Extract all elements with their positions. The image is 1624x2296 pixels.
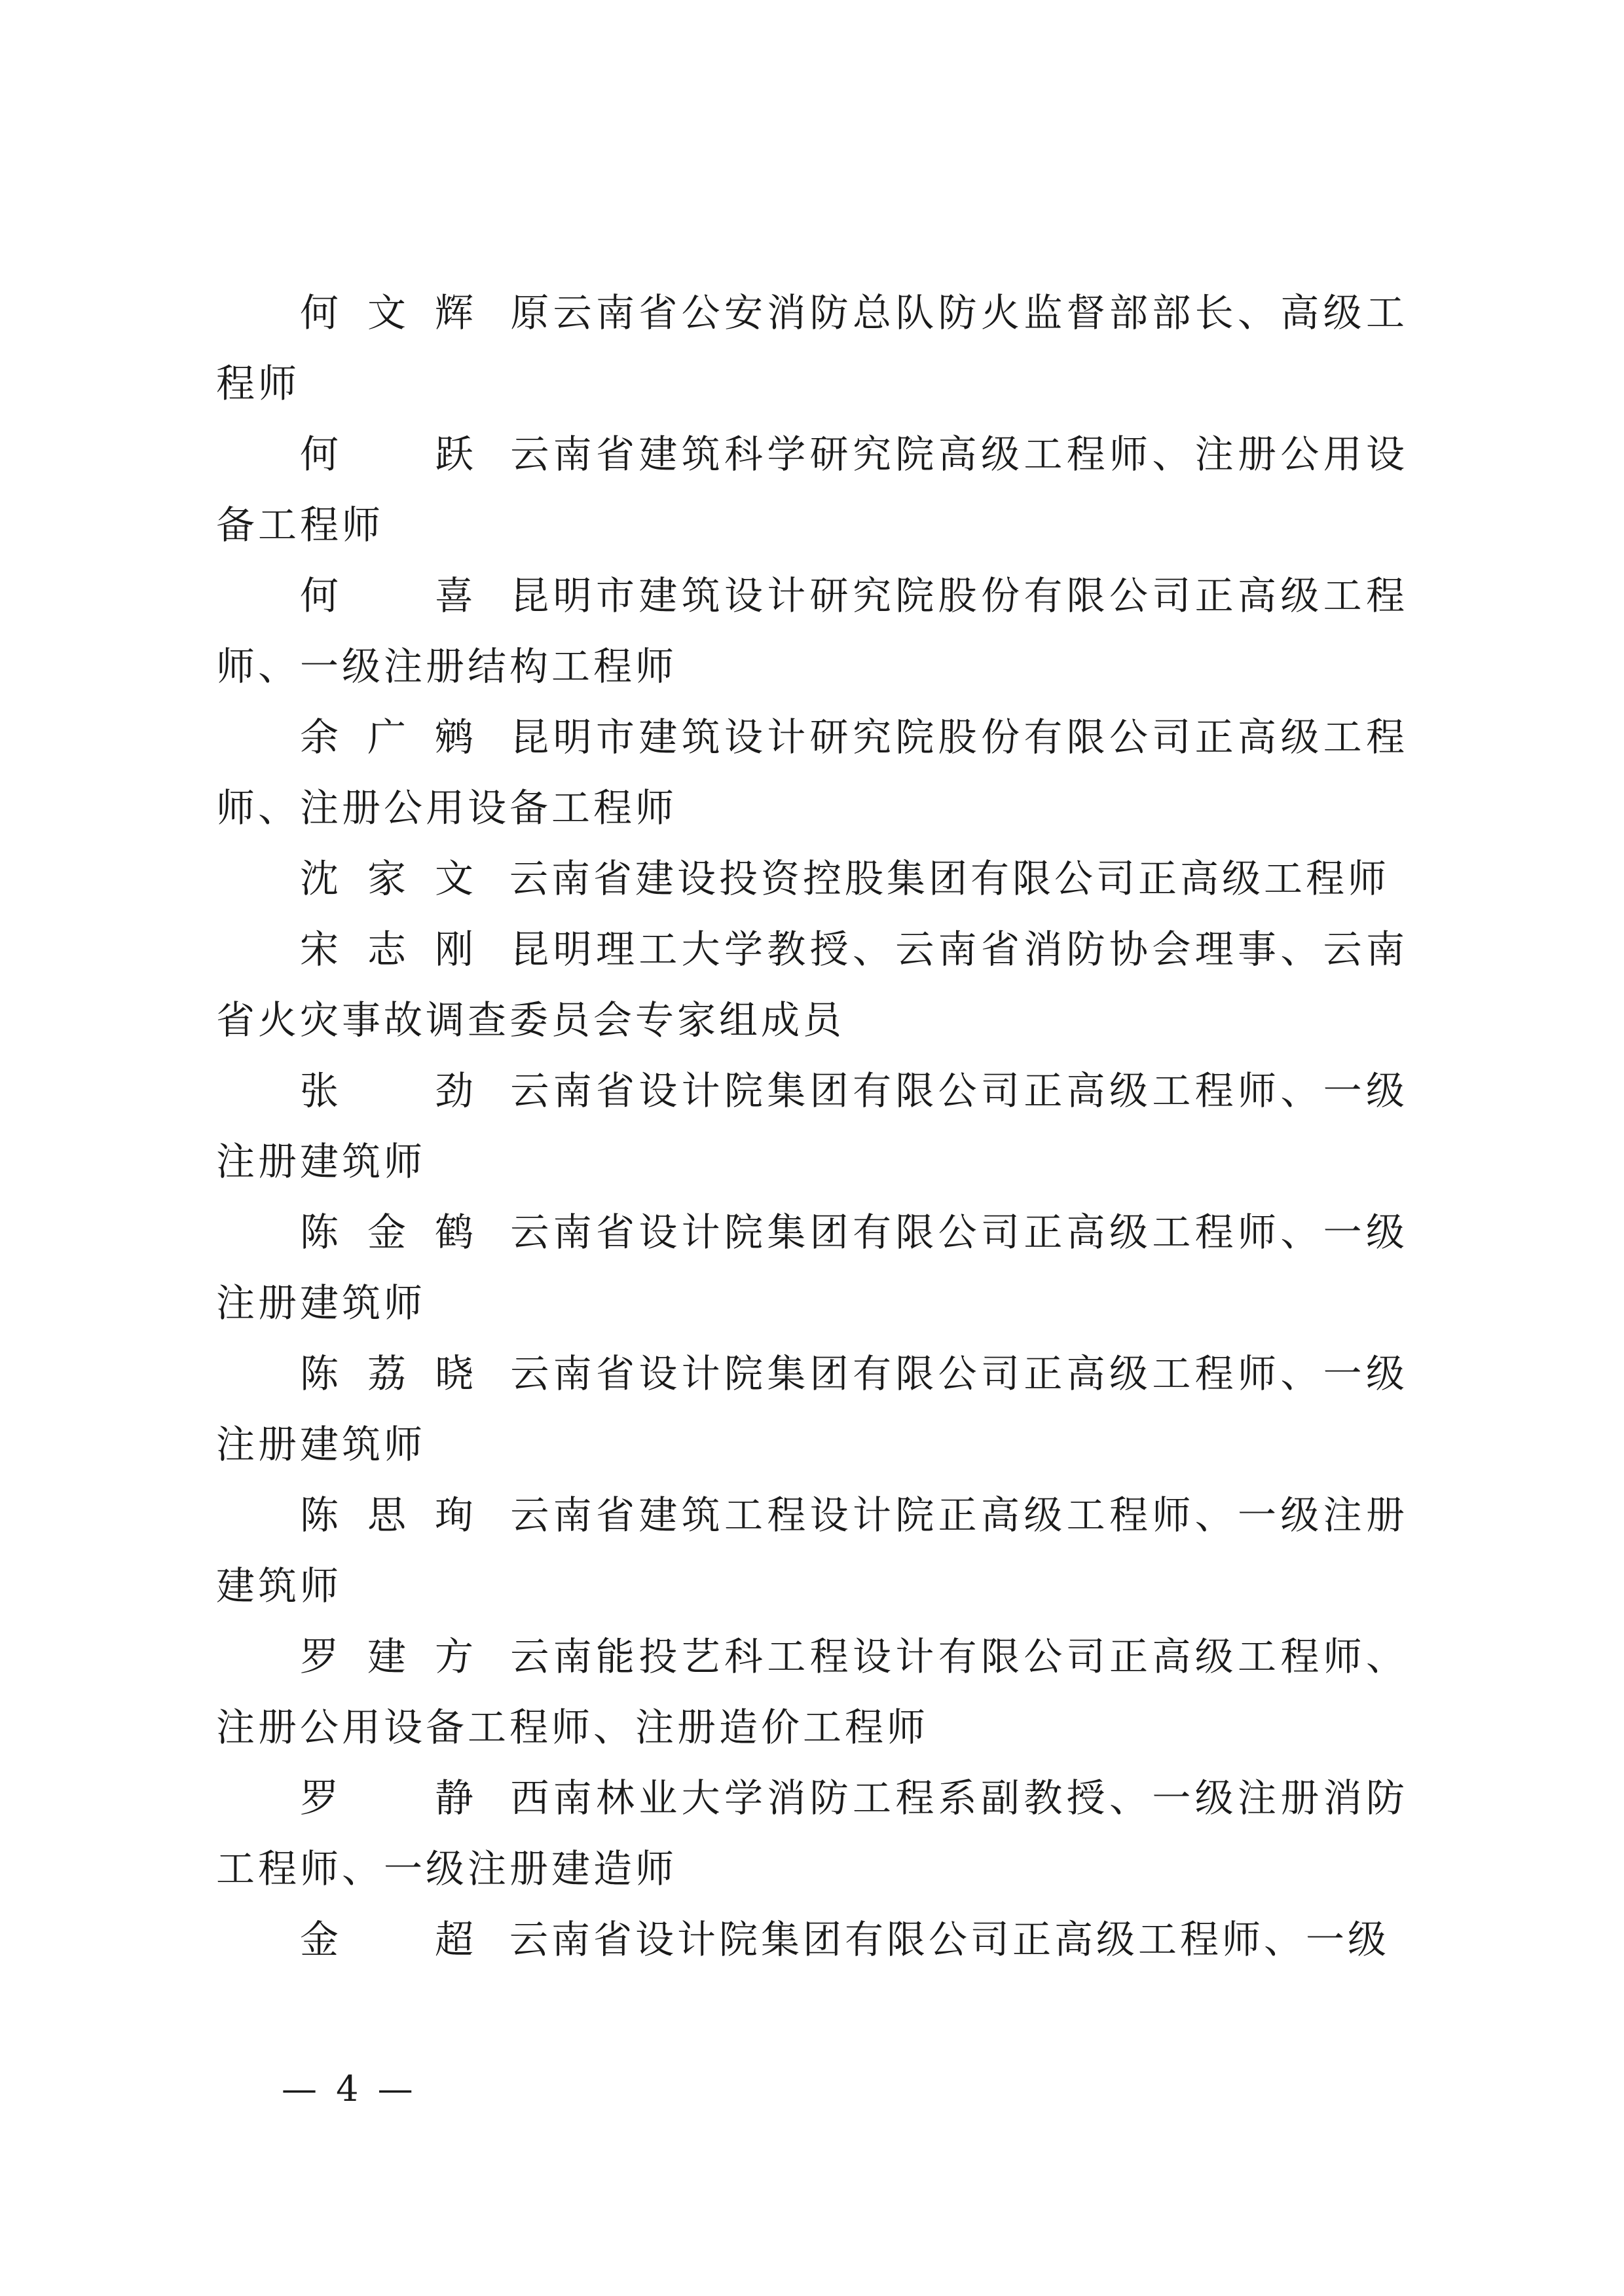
expert-name: 沈家文	[300, 856, 477, 901]
expert-name: 宋志刚	[300, 927, 477, 972]
expert-name: 何 喜	[300, 573, 477, 618]
expert-description: 云南省建筑科学研究院高级工程师、注册公用设备工程师	[216, 432, 1408, 547]
expert-entry	[216, 1197, 1408, 1339]
expert-description: 云南能投艺科工程设计有限公司正高级工程师、注册公用设备工程师、注册造价工程师	[216, 1634, 1408, 1750]
expert-description: 云南省设计院集团有限公司正高级工程师、一级注册建筑师	[216, 1210, 1408, 1325]
expert-description: 昆明市建筑设计研究院股份有限公司正高级工程师、注册公用设备工程师	[216, 714, 1408, 830]
expert-description: 昆明理工大学教授、云南省消防协会理事、云南省火灾事故调查委员会专家组成员	[216, 927, 1408, 1043]
expert-description: 云南省设计院集团有限公司正高级工程师、一级注册建筑师	[216, 1068, 1408, 1184]
expert-entry	[216, 1480, 1408, 1621]
expert-entry	[216, 1904, 1408, 1975]
expert-entry	[216, 419, 1408, 561]
expert-entry	[216, 1339, 1408, 1480]
expert-entry	[216, 914, 1408, 1056]
expert-description: 原云南省公安消防总队防火监督部部长、高级工程师	[216, 290, 1408, 406]
expert-name: 陈荔晓	[300, 1351, 477, 1396]
expert-entry	[216, 843, 1408, 914]
expert-name: 何文辉	[300, 290, 477, 335]
expert-entry	[216, 702, 1408, 843]
expert-description: 云南省建设投资控股集团有限公司正高级工程师	[509, 856, 1390, 901]
expert-name: 张 劲	[300, 1068, 477, 1113]
expert-description: 昆明市建筑设计研究院股份有限公司正高级工程师、一级注册结构工程师	[216, 573, 1408, 689]
expert-entry	[216, 278, 1408, 419]
page-number: — 4 —	[282, 2068, 417, 2109]
expert-name: 罗建方	[300, 1634, 477, 1679]
expert-entry	[216, 1056, 1408, 1197]
expert-description: 云南省设计院集团有限公司正高级工程师、一级	[509, 1917, 1390, 1962]
expert-list	[216, 278, 1408, 1975]
expert-name: 余广鹓	[300, 714, 477, 760]
expert-description: 云南省设计院集团有限公司正高级工程师、一级注册建筑师	[216, 1351, 1408, 1467]
expert-name: 罗 静	[300, 1775, 477, 1821]
expert-description: 云南省建筑工程设计院正高级工程师、一级注册建筑师	[216, 1492, 1408, 1608]
expert-name: 金 超	[300, 1917, 477, 1962]
expert-entry	[216, 1621, 1408, 1763]
expert-entry	[216, 1763, 1408, 1904]
expert-name: 陈思珣	[300, 1492, 477, 1538]
expert-name: 何 跃	[300, 432, 477, 477]
expert-entry	[216, 561, 1408, 702]
expert-name: 陈金鹤	[300, 1210, 477, 1255]
expert-description: 西南林业大学消防工程系副教授、一级注册消防工程师、一级注册建造师	[216, 1775, 1408, 1891]
